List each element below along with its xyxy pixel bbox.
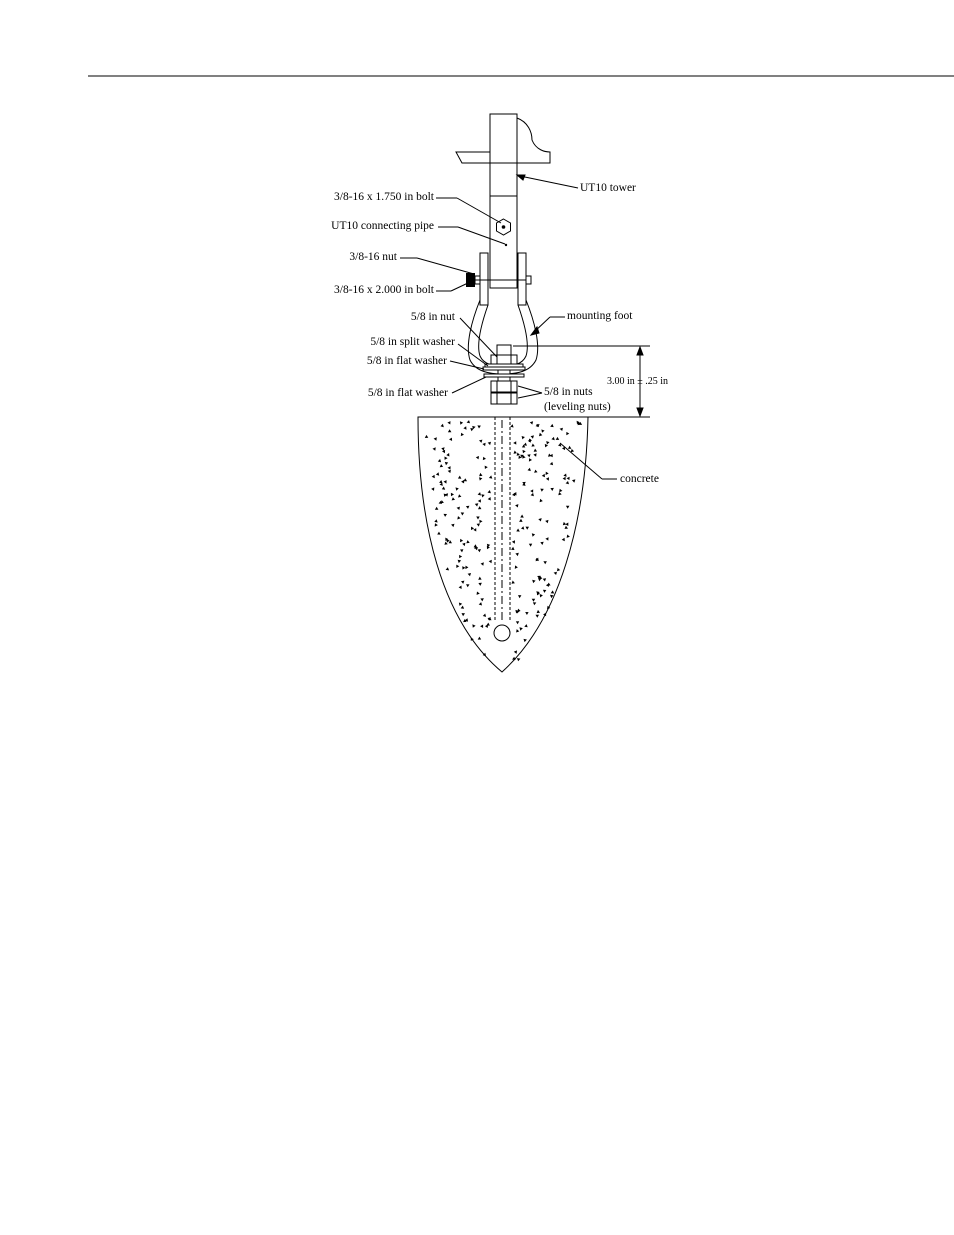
- anchor-hardware: [483, 345, 525, 404]
- label-nut-58: 5/8 in nut: [410, 311, 455, 323]
- label-bolt-1750: 3/8-16 x 1.750 in bolt: [334, 191, 434, 203]
- label-connecting-pipe: UT10 connecting pipe: [331, 220, 434, 232]
- tower-pipe: [490, 114, 517, 288]
- aggregate-speck: [517, 658, 521, 661]
- label-leveling-nuts: (leveling nuts): [544, 401, 611, 413]
- label-nuts-58: 5/8 in nuts: [544, 386, 593, 398]
- label-tower: UT10 tower: [580, 182, 636, 194]
- label-concrete: concrete: [620, 473, 659, 485]
- label-mounting-foot: mounting foot: [567, 310, 633, 322]
- label-flat-washer-lower: 5/8 in flat washer: [367, 387, 448, 399]
- label-split-washer: 5/8 in split washer: [370, 336, 455, 348]
- pipe-center-dot: [505, 244, 507, 246]
- label-flat-washer-upper: 5/8 in flat washer: [366, 355, 447, 367]
- label-dimension: 3.00 in ± .25 in: [607, 376, 669, 387]
- label-nut-38: 3/8-16 nut: [349, 251, 397, 263]
- label-bolt-2000: 3/8-16 x 2.000 in bolt: [334, 284, 434, 296]
